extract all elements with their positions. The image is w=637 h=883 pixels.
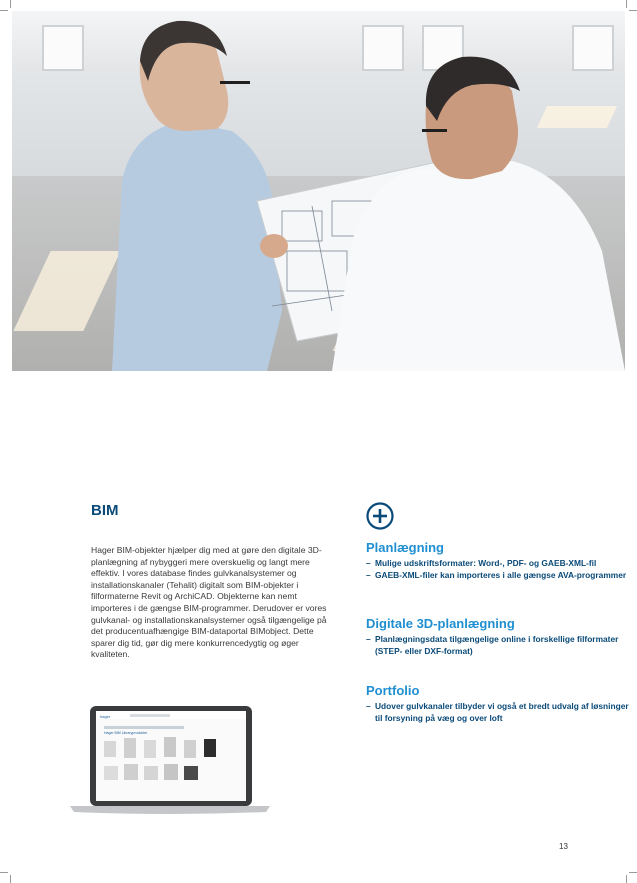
laptop-brand: hager [100,714,111,719]
section-planlaegning [366,540,626,581]
laptop-image [70,706,270,816]
crop-mark [626,875,627,883]
page-number: 13 [559,842,568,851]
crop-mark [10,0,11,8]
crop-mark [626,0,627,8]
section-3d-planlaegning [366,616,637,657]
crop-mark [0,10,8,11]
crop-mark [10,875,11,883]
list-item: – Udover gulvkanaler tilbyder vi også et bredt udvalg af løsninger til forsyning på væg og over loft [366,701,629,723]
section-portfolio [366,683,637,724]
crop-mark [629,10,637,11]
list-item: – GAEB-XML-filer kan importeres i alle gængse AVA-programmer [366,570,627,580]
plus-circle-icon [366,502,394,530]
laptop-heading: Hager BIM Libraryprodukter [104,731,148,735]
section-heading: Portfolio [366,683,420,698]
list-item: – Planlægningsdata tilgængelige online i forskellige filformater (STEP- eller DXF-format) [366,634,619,656]
hero-photo [12,11,625,371]
crop-mark [629,872,637,873]
crop-mark [0,872,8,873]
body-text: Hager BIM-objekter hjælper dig med at gøre den digitale 3D-planlægning af nybyggeri mere overskuelig og langt mere effektiv. I vores database findes gulvkanalsystemer og installationskanaler (Tehalit) digitalt som BIM-objekter i filformaterne Revit og ArchiCAD. Objekterne kan nemt importeres i de gængse BIM-programmer. Derudover er vores gulvkanal- og installationskanalsystemer også tilgængelige på det producentuafhængige BIM-dataportal BIMobject. Dette sparer dig tid, gør dig mere konkurrencedygtig og øger kvaliteten. [91,545,327,660]
section-heading: Planlægning [366,540,444,555]
section-title: BIM [91,502,119,519]
section-heading: Digitale 3D-planlægning [366,616,515,631]
list-item: – Mulige udskriftsformater: Word-, PDF- og GAEB-XML-fil [366,558,597,568]
